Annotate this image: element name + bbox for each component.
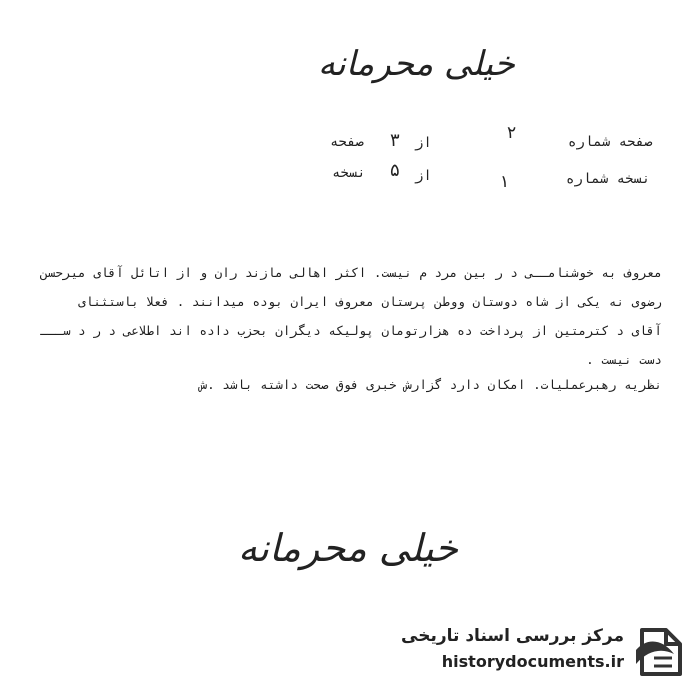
copy-info-number: ۱: [500, 172, 510, 192]
copy-info-label: نسخه شماره: [566, 171, 651, 187]
archive-name: مرکز بررسی اسناد تاریخی: [401, 626, 624, 646]
page-info-unit: صفحه: [330, 134, 364, 150]
body-line: رضوی نه یکی از شاه دوستان ووطن پرستان معروف ایران بوده میدانند . فعلا باستثنای: [78, 294, 662, 309]
classification-stamp-bottom: خیلی محرمانه: [238, 526, 459, 570]
archive-watermark: [401, 622, 694, 680]
copy-info-unit: نسخه: [332, 165, 366, 181]
body-line: آقای د کترمتین از پرداخت ده هزارتومان پولیکه دیگران بحزب داده اند اطلاعی د ر د ســـ: [40, 323, 662, 338]
page-info-total: ۳: [390, 130, 400, 151]
copy-info-of: از: [415, 168, 432, 184]
classification-stamp-top: خیلی محرمانه: [318, 44, 515, 84]
archive-url[interactable]: historydocuments.ir: [441, 652, 624, 671]
document-fold-icon: [632, 624, 690, 680]
body-line: دست نیست .: [586, 352, 662, 367]
copy-info-total: ۵: [390, 160, 400, 181]
report-body: [40, 258, 662, 399]
page-info-of: از: [415, 135, 432, 151]
body-line: معروف به خوشنامــی د ر بین مرد م نیست. اکثر اهالی مازند ران و از اتائل آقای میرحسن: [40, 265, 662, 280]
body-line: نظریه رهبرعملیات. امکان دارد گزارش خبری فوق صحت داشته باشد .ش: [199, 377, 662, 392]
page-info-label: صفحه شماره: [568, 134, 653, 150]
page-info-number: ۲: [507, 123, 517, 143]
